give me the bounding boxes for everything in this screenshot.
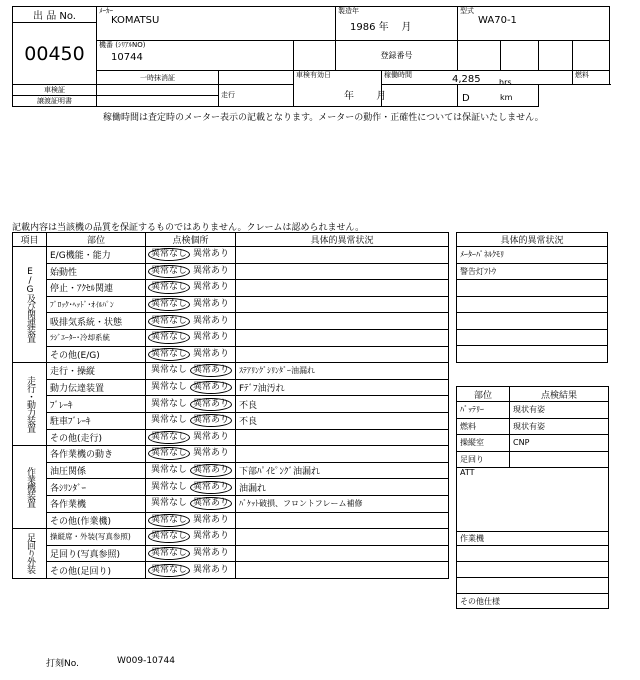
header-part: 部位 <box>47 233 146 247</box>
part-cell: その他(E/G) <box>47 346 146 363</box>
results-row <box>457 418 609 435</box>
group-label: E/G及び関連装置 <box>25 267 35 343</box>
group-label-cell <box>13 446 47 529</box>
detail-cell: 不良 <box>236 396 449 413</box>
abnormal-option-circled: 異常あり <box>190 414 232 427</box>
part-cell: 各ｼﾘﾝﾀﾞｰ <box>47 479 146 496</box>
table-row <box>13 263 449 280</box>
part-cell: 駐車ﾌﾞﾚｰｷ <box>47 412 146 429</box>
abnormal-option: 異常あり <box>193 348 230 359</box>
abnormal-row <box>457 263 608 280</box>
results-value <box>510 451 609 468</box>
fuel-value-cell <box>458 85 539 107</box>
check-cell <box>146 296 236 313</box>
results-header-result: 点検結果 <box>510 387 609 402</box>
year-cell <box>336 7 458 41</box>
cert-2-check <box>97 85 219 96</box>
results-row <box>457 435 609 452</box>
check-cell <box>146 263 236 280</box>
abnormal-option-circled: 異常あり <box>190 464 232 477</box>
model-cell <box>458 7 610 41</box>
inspection-label: 車検有効日 <box>296 71 331 79</box>
spacer-cell <box>294 41 336 71</box>
table-row <box>13 529 449 546</box>
normal-option-circled: 異常なし <box>148 564 190 577</box>
check-cell <box>146 346 236 363</box>
serial-cell <box>97 41 294 71</box>
header-point: 点検個所 <box>146 233 236 247</box>
normal-option: 異常なし <box>151 415 188 426</box>
group-label-cell <box>13 529 47 579</box>
registration-value <box>458 41 501 71</box>
group-label-cell <box>13 247 47 363</box>
inspection-year: 年 <box>344 91 354 102</box>
group-label-cell <box>13 363 47 446</box>
normal-option-circled: 異常なし <box>148 298 190 311</box>
month-unit: 月 <box>401 22 412 33</box>
abnormal-option: 異常あり <box>193 249 230 260</box>
part-cell: 走行・操縦 <box>47 363 146 380</box>
detail-cell <box>236 247 449 264</box>
table-row <box>13 379 449 396</box>
detail-cell: 油漏れ <box>236 479 449 496</box>
normal-option-circled: 異常なし <box>148 331 190 344</box>
group-label: 走行・動力装置 <box>25 376 35 433</box>
abnormal-option: 異常あり <box>193 431 230 442</box>
abnormal-box <box>456 232 608 363</box>
blank-cell-a <box>501 41 539 71</box>
abnormal-option: 異常あり <box>193 299 230 310</box>
results-part: 燃料 <box>457 418 510 435</box>
abnormal-option: 異常あり <box>193 564 230 575</box>
normal-option: 異常なし <box>151 382 188 393</box>
part-cell: ﾌﾞﾚｰｷ <box>47 396 146 413</box>
group-label: 作業機装置 <box>25 467 35 508</box>
normal-option: 異常なし <box>151 498 188 509</box>
normal-option-circled: 異常なし <box>148 530 190 543</box>
abnormal-row <box>457 280 608 297</box>
abnormal-option: 異常あり <box>193 282 230 293</box>
hours-label: 稼働時間 <box>384 71 413 79</box>
abnormal-row <box>457 247 608 264</box>
normal-option: 異常なし <box>151 365 188 376</box>
part-cell: ﾗｼﾞｴｰﾀｰ･冷却系統 <box>47 329 146 346</box>
normal-option-circled: 異常なし <box>148 447 190 460</box>
run-label: 走行 <box>221 91 235 99</box>
check-cell <box>146 512 236 529</box>
part-cell: 停止・ｱｸｾﾙ関連 <box>47 280 146 297</box>
normal-option: 異常なし <box>151 398 188 409</box>
detail-cell: 不良 <box>236 412 449 429</box>
meter-note: 稼働時間は査定時のメーター表示の記載となります。メーターの動作・正確性については保証いたしません。 <box>103 113 544 123</box>
results-row <box>457 402 609 419</box>
header-item: 項目 <box>13 233 47 247</box>
abnormal-row <box>457 329 608 346</box>
results-blank-cell <box>457 546 609 562</box>
abnormal-option: 異常あり <box>193 315 230 326</box>
detail-cell <box>236 545 449 562</box>
model-label: 型式 <box>460 7 475 15</box>
part-cell: 動力伝達装置 <box>47 379 146 396</box>
abnormal-option-circled: 異常あり <box>190 481 232 494</box>
check-cell <box>146 313 236 330</box>
results-row <box>457 451 609 468</box>
detail-cell <box>236 329 449 346</box>
part-cell: 足回り(写真参照) <box>47 545 146 562</box>
abnormal-option: 異常あり <box>193 531 230 542</box>
check-cell <box>146 412 236 429</box>
abnormal-row-text <box>457 346 608 363</box>
table-row <box>13 280 449 297</box>
results-part: ATT <box>457 468 609 532</box>
detail-cell: Fﾃﾞﾌ油汚れ <box>236 379 449 396</box>
normal-option-circled: 異常なし <box>148 265 190 278</box>
part-cell: E/G機能・能力 <box>47 247 146 264</box>
results-value: 現状有姿 <box>510 402 609 419</box>
part-cell: その他(作業機) <box>47 512 146 529</box>
table-row <box>13 562 449 579</box>
maker-value: KOMATSU <box>111 15 160 26</box>
abnormal-option-circled: 異常あり <box>190 364 232 377</box>
results-blank-cell <box>457 562 609 578</box>
check-cell <box>146 329 236 346</box>
detail-cell <box>236 512 449 529</box>
check-cell <box>146 363 236 380</box>
normal-option-circled: 異常なし <box>148 248 190 261</box>
km-unit: km <box>500 93 513 102</box>
normal-option-circled: 異常なし <box>148 281 190 294</box>
fuel-label: 燃料 <box>575 71 590 79</box>
serial-label: 機番 (ｼﾘｱﾙNO) <box>99 41 146 49</box>
results-blank-row <box>457 578 609 594</box>
abnormal-row <box>457 313 608 330</box>
detail-cell <box>236 346 449 363</box>
table-row <box>13 296 449 313</box>
cert-1: 一時抹消証 <box>97 71 219 85</box>
results-value: 現状有姿 <box>510 418 609 435</box>
check-cell <box>146 562 236 579</box>
table-row <box>13 545 449 562</box>
results-row <box>457 532 609 546</box>
table-row <box>13 363 449 380</box>
abnormal-option-circled: 異常あり <box>190 398 232 411</box>
detail-cell <box>236 446 449 463</box>
results-row <box>457 468 609 532</box>
check-cell <box>146 479 236 496</box>
table-row <box>13 247 449 264</box>
results-value: CNP <box>510 435 609 452</box>
disclaimer: 記載内容は当該機の品質を保証するものではありません。クレームは認められません。 <box>12 223 365 233</box>
detail-cell <box>236 429 449 446</box>
normal-option-circled: 異常なし <box>148 514 190 527</box>
detail-cell <box>236 296 449 313</box>
normal-option-circled: 異常なし <box>148 315 190 328</box>
results-blank-row <box>457 562 609 578</box>
table-row <box>13 346 449 363</box>
detail-cell: ﾊﾞｹｯﾄ破損、フロントフレーム補修 <box>236 495 449 512</box>
abnormal-option-circled: 異常あり <box>190 497 232 510</box>
blank-cell-c <box>573 41 610 71</box>
check-cell <box>146 379 236 396</box>
abnormal-row <box>457 346 608 363</box>
registration-label: 登録番号 <box>336 41 458 71</box>
results-part: ﾊﾞｯﾃﾘｰ <box>457 402 510 419</box>
maker-label: ﾒｰｶｰ <box>99 7 113 15</box>
detail-cell <box>236 313 449 330</box>
abnormal-option-circled: 異常あり <box>190 381 232 394</box>
abnormal-option: 異常あり <box>193 514 230 525</box>
table-row <box>13 479 449 496</box>
check-cell <box>146 529 236 546</box>
fuel-cell <box>573 71 610 85</box>
table-row <box>13 412 449 429</box>
work-label: 作業機 <box>457 532 609 546</box>
cert-2: 車検証 <box>13 85 97 96</box>
hours-unit: hrs <box>499 78 512 87</box>
table-row <box>13 462 449 479</box>
inspection-month: 月 <box>376 91 387 102</box>
abnormal-option: 異常あり <box>193 448 230 459</box>
results-blank-cell <box>457 578 609 594</box>
cert-1-check <box>219 71 294 85</box>
abnormal-option: 異常あり <box>193 332 230 343</box>
check-cell <box>146 545 236 562</box>
results-row <box>457 594 609 609</box>
table-row <box>13 495 449 512</box>
check-cell <box>146 446 236 463</box>
abnormal-row-text: ﾒｰﾀｰﾊﾟﾈﾙｸﾓﾘ <box>457 247 608 264</box>
detail-cell <box>236 529 449 546</box>
detail-cell <box>236 562 449 579</box>
table-row <box>13 313 449 330</box>
part-cell: 各作業機 <box>47 495 146 512</box>
lot-number-label: 出 品 No. <box>13 7 97 23</box>
detail-cell: ｽﾃｱﾘﾝｸﾞｼﾘﾝﾀﾞｰ油漏れ <box>236 363 449 380</box>
serial-value: 10744 <box>111 52 143 63</box>
abnormal-option: 異常あり <box>193 547 230 558</box>
stamp-value: W009-10744 <box>117 656 175 666</box>
other-spec-label: その他仕様 <box>457 594 609 609</box>
fuel-value: D <box>462 93 470 104</box>
results-header-part: 部位 <box>457 387 510 402</box>
table-row <box>13 429 449 446</box>
vehicle-info-table <box>12 6 610 107</box>
abnormal-row-text <box>457 313 608 330</box>
check-cell <box>146 280 236 297</box>
results-part: 足回り <box>457 451 510 468</box>
table-row <box>13 396 449 413</box>
part-cell: 各作業機の動き <box>47 446 146 463</box>
part-cell: その他(走行) <box>47 429 146 446</box>
detail-cell <box>236 280 449 297</box>
blank-cell-b <box>539 41 573 71</box>
normal-option-circled: 異常なし <box>148 547 190 560</box>
group-label: 足回り外装 <box>25 533 35 574</box>
normal-option-circled: 異常なし <box>148 348 190 361</box>
part-cell: 油圧関係 <box>47 462 146 479</box>
detail-cell <box>236 263 449 280</box>
normal-option: 異常なし <box>151 465 188 476</box>
cert-3-check <box>97 96 219 107</box>
header-detail: 具体的異常状況 <box>236 233 449 247</box>
abnormal-row-text <box>457 280 608 297</box>
normal-option-circled: 異常なし <box>148 431 190 444</box>
model-value: WA70-1 <box>478 15 517 26</box>
check-cell <box>146 396 236 413</box>
check-cell <box>146 247 236 264</box>
run-cell <box>219 85 458 107</box>
check-cell <box>146 429 236 446</box>
abnormal-row-text <box>457 296 608 313</box>
abnormal-row-text <box>457 329 608 346</box>
table-row <box>13 329 449 346</box>
abnormal-row-text: 警告灯ﾌﾄｳ <box>457 263 608 280</box>
table-row <box>13 446 449 463</box>
inspection-table <box>12 232 449 579</box>
abnormal-option: 異常あり <box>193 265 230 276</box>
results-box <box>456 386 609 609</box>
year-label: 製造年 <box>338 7 360 15</box>
abnormal-box-title: 具体的異常状況 <box>457 233 608 247</box>
check-cell <box>146 495 236 512</box>
maker-cell <box>97 7 336 41</box>
normal-option: 異常なし <box>151 481 188 492</box>
year-unit: 年 <box>378 22 389 33</box>
part-cell: ﾌﾞﾛｯｸ･ﾍｯﾄﾞ･ｵｲﾙﾊﾟﾝ <box>47 296 146 313</box>
table-row <box>13 512 449 529</box>
check-cell <box>146 462 236 479</box>
results-blank-row <box>457 546 609 562</box>
stamp-label: 打刻No. <box>46 659 79 669</box>
part-cell: 操縦席・外装(写真参照) <box>47 529 146 546</box>
detail-cell: 下部ﾊﾟｲﾋﾟﾝｸﾞ油漏れ <box>236 462 449 479</box>
abnormal-row <box>457 296 608 313</box>
results-part: 操縦室 <box>457 435 510 452</box>
year-value: 1986 <box>350 22 376 33</box>
lot-number-value: 00450 <box>13 23 97 85</box>
part-cell: 始動性 <box>47 263 146 280</box>
hours-value: 4,285 <box>452 74 481 85</box>
part-cell: その他(足回り) <box>47 562 146 579</box>
part-cell: 吸排気系統・状態 <box>47 313 146 330</box>
cert-3: 譲渡証明書 <box>13 96 97 107</box>
